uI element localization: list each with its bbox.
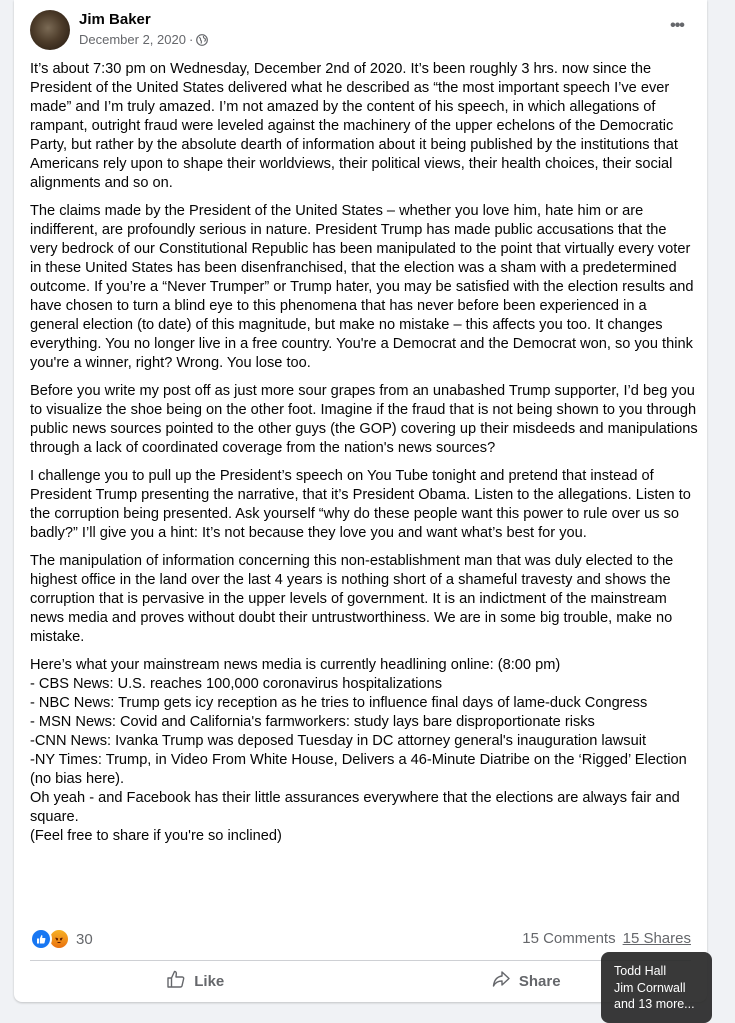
shares-tooltip	[601, 952, 712, 1023]
post-body	[30, 60, 698, 855]
actions-divider	[30, 960, 691, 961]
tooltip-line: Todd Hall	[614, 964, 667, 978]
post-card	[14, 0, 707, 1002]
share-arrow-icon	[491, 969, 511, 993]
meta-separator: ·	[188, 32, 194, 47]
share-label: Share	[518, 972, 561, 990]
shares-count-link[interactable]: 15 Shares	[622, 930, 691, 947]
tooltip-line: and 13 more...	[614, 997, 695, 1011]
more-options-icon[interactable]: •••	[670, 17, 684, 34]
like-button[interactable]	[30, 962, 361, 1000]
post-header	[30, 10, 691, 52]
author-avatar[interactable]	[30, 10, 70, 50]
comments-count-link[interactable]: 15 Comments	[522, 930, 616, 947]
post-date[interactable]: December 2, 2020	[79, 32, 186, 47]
post-paragraph: The manipulation of information concerning this non-establishment man that was duly elected to the highest office in the land over the last 4 years is nothing short of a shameful travesty and shows the corruption that is pervasive in the upper levels of government. It is an indictment of the mainstream news media and proves without doubt their untrustworthiness. We are in some big trouble, make no mistake.	[30, 553, 674, 645]
thumbs-up-icon	[166, 969, 186, 993]
post-paragraph: The claims made by the President of the United States – whether you love him, hate him or are indifferent, are profoundly serious in nature. President Trump has made public accusations that the very bedrock of our Constitutional Republic has been manipulated to the point that virtually every voter in these United States has been disenfranchised, that the election was a sham with a predetermined outcome. If you’re a “Never Trumper” or Trump hater, you may be satisfied with the election results and have chosen to turn a blind eye to this phenomena that has never before been experienced in a general election (to date) of this magnitude, but make no mistake – this affects you too. It changes everything. You no longer live in a free country. You're a Democrat and the Democrat won, so you think you're a winner, right? Wrong. You lose too.	[30, 203, 694, 371]
tooltip-line: Jim Cornwall	[614, 980, 686, 995]
post-meta	[79, 32, 208, 47]
post-paragraph: Here’s what your mainstream news media is currently headlining online: (8:00 pm) - CBS News: U.S. reaches 100,000 coronavirus hospitalizations - NBC News: Trump gets icy reception as he tries to influence final days of lame-duck Congress - MSN News: Covid and California's farmworkers: study lays bare disproportionate risks -CNN News: Ivanka Trump was deposed Tuesday in DC attorney general's inauguration lawsuit -NY Times: Trump, in Video From White House, Delivers a 46-Minute Diatribe on the ‘Rigged’ Election (no bias here). Oh yeah - and Facebook has their little assurances everywhere that the elections are always fair and square. (Feel free to share if you're so inclined)	[30, 657, 687, 844]
post-paragraph: It’s about 7:30 pm on Wednesday, December 2nd of 2020. It’s been roughly 3 hrs. now since the President of the United States delivered what he described as “the most important speech I’ve ever made” and I’m truly amazed. I’m not amazed by the content of his speech, in which allegations of rampant, outright fraud were leveled against the machinery of the upper echelons of the Democratic Party, but rather by the absolute dearth of information about it being published by the institutions that Americans rely upon to shape their worldviews, their political views, their health choices, their social alignments and so on.	[30, 61, 678, 191]
reaction-count: 30	[76, 930, 93, 948]
reactions-summary[interactable]	[30, 928, 93, 950]
globe-icon[interactable]	[196, 34, 208, 46]
post-paragraph: I challenge you to pull up the President’s speech on You Tube tonight and pretend that instead of President Trump presenting the narrative, that it’s President Obama. Listen to the allegations. Listen to the corruption being presented. Ask yourself “why do these people want this power to rule over us so badly?” I’ll give you a hint: It’s not because they love you and want what’s best for you.	[30, 468, 691, 541]
like-label: Like	[194, 972, 225, 990]
author-name[interactable]: Jim Baker	[79, 11, 151, 28]
post-actions	[30, 962, 691, 1000]
post-paragraph: Before you write my post off as just more sour grapes from an unabashed Trump supporter, I’d beg you to visualize the shoe being on the other foot. Imagine if the fraud that is not being shown to you through public news sources pointed to the other guys (the GOP) covering up their misdeeds and manipulations through a lack of coordinated coverage from the nation's news sources?	[30, 383, 698, 456]
like-reaction-icon	[30, 928, 52, 950]
engagement-stats	[522, 930, 691, 947]
